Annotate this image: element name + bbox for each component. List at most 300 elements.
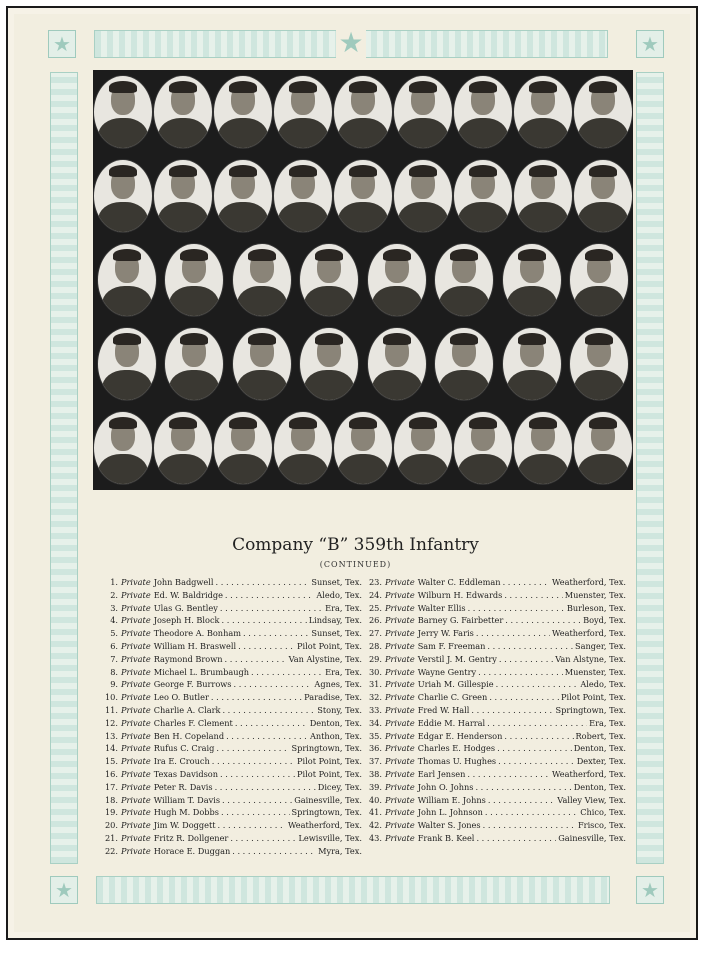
roster-name: Ira E. Crouch [153, 756, 210, 767]
roster-rank: Private [385, 602, 415, 613]
soldier-portrait [214, 412, 272, 484]
roster-entry [360, 768, 626, 781]
soldier-portrait [334, 412, 392, 484]
roster-name: Sam F. Freeman [417, 640, 486, 651]
roster-num: 28. [368, 640, 382, 651]
portrait-row [93, 322, 633, 406]
roster-rank: Private [121, 832, 151, 843]
leader-dots [218, 819, 286, 832]
roster-entry [96, 819, 362, 832]
soldier-portrait [154, 412, 212, 484]
roster-name: Peter R. Davis [153, 781, 213, 792]
roster-entry [96, 845, 362, 858]
leader-dots [498, 755, 575, 768]
roster-place: Burleson, Tex. [566, 602, 626, 613]
roster-name: Leo O. Butler [153, 692, 209, 703]
roster-place: Sanger, Tex. [575, 640, 626, 651]
roster-rank: Private [385, 768, 415, 779]
bottom-ornament-band [96, 876, 610, 904]
roster-rank: Private [385, 717, 415, 728]
roster-place: Robert, Tex. [575, 730, 626, 741]
leader-dots [225, 589, 314, 602]
roster-rank: Private [385, 743, 415, 754]
corner-star-icon-bottom-right: ★ [636, 876, 664, 904]
leader-dots [215, 781, 316, 794]
soldier-portrait [214, 160, 272, 232]
roster-rank: Private [385, 756, 415, 767]
roster-entry [360, 806, 626, 819]
roster-place: Lewisville, Tex. [298, 832, 362, 843]
soldier-portrait [454, 76, 512, 148]
roster-rank: Private [385, 577, 415, 587]
roster-entry [360, 576, 626, 589]
leader-dots [251, 666, 323, 679]
roster-name: Charles F. Clement [153, 717, 233, 728]
roster-place: Valley View, Tex. [557, 794, 626, 805]
roster-entry [96, 653, 362, 666]
leader-dots [216, 576, 310, 589]
portrait-row [93, 406, 633, 490]
roster-num: 26. [368, 615, 382, 626]
roster-num: 18. [104, 794, 118, 805]
roster-place: Weatherford, Tex. [551, 628, 626, 639]
soldier-portrait [514, 160, 572, 232]
corner-star-icon-top-right: ★ [636, 30, 664, 58]
roster-entry [96, 666, 362, 679]
roster-name: Walter C. Eddleman [417, 577, 501, 587]
roster-name: Raymond Brown [153, 653, 223, 664]
roster-name: John Badgwell [153, 577, 214, 587]
roster-num: 10. [104, 692, 118, 703]
roster-place: Myra, Tex. [318, 845, 362, 856]
roster-entry [360, 678, 626, 691]
roster-entry [96, 717, 362, 730]
soldier-portrait [334, 160, 392, 232]
roster-entry [96, 614, 362, 627]
leader-dots [476, 627, 550, 640]
roster-rank: Private [121, 756, 151, 767]
roster-place: Van Alstyne, Tex. [555, 653, 626, 664]
page-title: Company “B” 359th Infantry [232, 535, 479, 555]
roster-rank: Private [121, 666, 151, 677]
roster-place: Springtown, Tex. [555, 704, 626, 715]
roster-name: John L. Johnson [417, 807, 483, 818]
roster-place: Pilot Point, Tex. [297, 640, 362, 651]
roster-name: Michael L. Brumbaugh [153, 666, 250, 677]
leader-dots [476, 832, 556, 845]
roster-name: Theodore A. Bonham [153, 628, 241, 639]
soldier-portrait [503, 328, 561, 400]
roster-rank: Private [385, 794, 415, 805]
roster-name: George F. Burrows [153, 679, 232, 690]
roster-place: Weatherford, Tex. [551, 768, 626, 779]
roster-num: 9. [110, 679, 118, 690]
roster-place: Gainesville, Tex. [294, 794, 362, 805]
roster-name: Walter S. Jones [417, 820, 481, 831]
roster-name: Earl Jensen [417, 768, 466, 779]
soldier-portrait [154, 160, 212, 232]
leader-dots [489, 691, 559, 704]
roster-place: Agnes, Tex. [314, 679, 362, 690]
corner-star-icon-bottom-left: ★ [50, 876, 78, 904]
roster-num: 32. [368, 692, 382, 703]
roster-rank: Private [385, 640, 415, 651]
roster-rank: Private [385, 589, 415, 600]
soldier-portrait [300, 244, 358, 316]
roster-num: 20. [104, 820, 118, 831]
roster-rank: Private [385, 832, 415, 843]
soldier-portrait [514, 76, 572, 148]
leader-dots [468, 602, 565, 615]
soldier-portrait [394, 412, 452, 484]
leader-dots [243, 627, 309, 640]
roster-rank: Private [121, 845, 151, 856]
roster-rank: Private [121, 704, 151, 715]
roster-entry [360, 704, 626, 717]
roster-num: 29. [368, 653, 382, 664]
roster-name: Wayne Gentry [417, 666, 477, 677]
leader-dots [222, 794, 292, 807]
roster-num: 15. [104, 756, 118, 767]
roster-entry [96, 576, 362, 589]
roster-entry [96, 627, 362, 640]
soldier-portrait [274, 412, 332, 484]
roster-place: Boyd, Tex. [583, 615, 626, 626]
roster-num: 17. [104, 781, 118, 792]
leader-dots [485, 806, 578, 819]
roster-num: 36. [368, 743, 382, 754]
leader-dots [499, 653, 553, 666]
roster-place: Era, Tex. [589, 717, 626, 728]
roster-rank: Private [385, 692, 415, 703]
roster-name: Wilburn H. Edwards [417, 589, 503, 600]
roster-column-right [360, 576, 626, 845]
leader-dots [471, 704, 553, 717]
leader-dots [232, 845, 316, 858]
soldier-portrait [334, 76, 392, 148]
roster-num: 19. [104, 807, 118, 818]
leader-dots [220, 602, 323, 615]
soldier-portrait [394, 160, 452, 232]
roster-name: Ben H. Copeland [153, 730, 225, 741]
soldier-portrait [368, 244, 426, 316]
roster-entry [360, 781, 626, 794]
center-star-icon: ★ [336, 28, 366, 58]
soldier-portrait [94, 160, 152, 232]
roster-num: 25. [368, 602, 382, 613]
roster-num: 43. [368, 832, 382, 843]
soldier-portrait [94, 412, 152, 484]
leader-dots [226, 730, 308, 743]
portrait-row [93, 238, 633, 322]
soldier-portrait [394, 76, 452, 148]
roster-rank: Private [121, 679, 151, 690]
roster-entry [96, 832, 362, 845]
roster-rank: Private [121, 794, 151, 805]
roster-num: 35. [368, 730, 382, 741]
roster-rank: Private [385, 781, 415, 792]
leader-dots [216, 742, 289, 755]
roster-num: 38. [368, 768, 382, 779]
soldier-portrait [454, 160, 512, 232]
roster-entry [96, 781, 362, 794]
roster-num: 33. [368, 704, 382, 715]
roster-entry [96, 602, 362, 615]
soldier-portrait [233, 328, 291, 400]
leader-dots [488, 794, 555, 807]
roster-rank: Private [121, 692, 151, 703]
soldier-portrait [514, 412, 572, 484]
soldier-portrait [574, 160, 632, 232]
roster-num: 21. [104, 832, 118, 843]
roster-rank: Private [121, 653, 151, 664]
roster-place: Sunset, Tex. [311, 577, 362, 587]
soldier-portrait [214, 76, 272, 148]
roster-rank: Private [121, 730, 151, 741]
roster-num: 40. [368, 794, 382, 805]
roster-name: Joseph H. Block [153, 615, 220, 626]
left-ornament-band [50, 72, 78, 864]
soldier-portrait [570, 244, 628, 316]
roster-rank: Private [121, 640, 151, 651]
roster-rank: Private [121, 768, 151, 779]
leader-dots [497, 742, 572, 755]
soldier-portrait [454, 412, 512, 484]
roster-name: Frank B. Keel [417, 832, 475, 843]
roster-entry [96, 768, 362, 781]
roster-rank: Private [385, 820, 415, 831]
roster-rank: Private [121, 717, 151, 728]
roster-entry [360, 730, 626, 743]
roster-entry [360, 627, 626, 640]
roster-rank: Private [121, 602, 151, 613]
leader-dots [230, 832, 296, 845]
leader-dots [483, 819, 576, 832]
roster-place: Anthon, Tex. [309, 730, 362, 741]
leader-dots [222, 704, 315, 717]
roster-entry [96, 691, 362, 704]
roster-column-left [96, 576, 362, 858]
soldier-portrait [274, 76, 332, 148]
leader-dots [235, 717, 308, 730]
roster-num: 8. [110, 666, 118, 677]
roster-rank: Private [385, 730, 415, 741]
right-ornament-band [636, 72, 664, 864]
leader-dots [503, 576, 550, 589]
soldier-portrait [94, 76, 152, 148]
roster-name: Uriah M. Gillespie [417, 679, 494, 690]
roster-name: Charles E. Hodges [417, 743, 496, 754]
roster-place: Weatherford, Tex. [287, 820, 362, 831]
roster-rank: Private [121, 820, 151, 831]
roster-place: Era, Tex. [325, 666, 362, 677]
soldier-portrait [570, 328, 628, 400]
roster-entry [360, 755, 626, 768]
group-portrait-photo [93, 70, 633, 490]
leader-dots [212, 755, 295, 768]
roster-place: Stony, Tex. [317, 704, 362, 715]
roster-place: Aledo, Tex. [580, 679, 626, 690]
roster-rank: Private [385, 615, 415, 626]
roster-entry [96, 794, 362, 807]
roster-place: Dexter, Tex. [576, 756, 626, 767]
roster-name: Edgar E. Henderson [417, 730, 503, 741]
roster-place: Muenster, Tex. [564, 666, 626, 677]
leader-dots [475, 781, 571, 794]
roster-rank: Private [121, 743, 151, 754]
leader-dots [225, 653, 287, 666]
roster-entry [96, 640, 362, 653]
leader-dots [238, 640, 295, 653]
roster-place: Weatherford, Tex. [551, 577, 626, 587]
roster-name: Walter Ellis [417, 602, 466, 613]
roster-num: 6. [110, 640, 118, 651]
soldier-portrait [274, 160, 332, 232]
roster-num: 39. [368, 781, 382, 792]
leader-dots [505, 614, 581, 627]
roster-place: Paradise, Tex. [304, 692, 362, 703]
roster-place: Pilot Point, Tex. [297, 768, 362, 779]
soldier-portrait [435, 244, 493, 316]
roster-num: 22. [104, 845, 118, 856]
roster-place: Gainesville, Tex. [558, 832, 626, 843]
roster-name: Verstil J. M. Gentry [417, 653, 497, 664]
roster-place: Denton, Tex. [573, 781, 626, 792]
roster-name: Barney G. Fairbetter [417, 615, 504, 626]
roster-entry [96, 730, 362, 743]
roster-name: William H. Braswell [153, 640, 237, 651]
roster-entry [96, 704, 362, 717]
roster-entry [360, 640, 626, 653]
leader-dots [220, 768, 295, 781]
leader-dots [211, 691, 302, 704]
soldier-portrait [435, 328, 493, 400]
roster-name: William T. Davis [153, 794, 221, 805]
roster-place: Denton, Tex. [309, 717, 362, 728]
roster-place: Springtown, Tex. [291, 743, 362, 754]
roster-num: 7. [110, 653, 118, 664]
roster-entry [360, 832, 626, 845]
roster-name: Fritz R. Dollgener [153, 832, 229, 843]
roster-rank: Private [121, 807, 151, 818]
roster-entry [360, 819, 626, 832]
roster-num: 30. [368, 666, 382, 677]
roster-entry [96, 589, 362, 602]
roster-num: 2. [110, 589, 118, 600]
roster-place: Era, Tex. [325, 602, 362, 613]
roster-rank: Private [385, 628, 415, 639]
soldier-portrait [165, 328, 223, 400]
roster-entry [360, 691, 626, 704]
leader-dots [221, 806, 290, 819]
roster-num: 37. [368, 756, 382, 767]
soldier-portrait [574, 76, 632, 148]
roster-name: Ulas G. Bentley [153, 602, 218, 613]
leader-dots [478, 666, 563, 679]
roster-name: Charlie A. Clark [153, 704, 221, 715]
leader-dots [233, 678, 312, 691]
roster-num: 12. [104, 717, 118, 728]
roster-rank: Private [385, 653, 415, 664]
roster-num: 3. [110, 602, 118, 613]
soldier-portrait [233, 244, 291, 316]
roster-name: Ed. W. Baldridge [153, 589, 223, 600]
roster-num: 11. [104, 704, 118, 715]
roster-num: 13. [104, 730, 118, 741]
roster-rank: Private [121, 589, 151, 600]
roster-place: Pilot Point, Tex. [561, 692, 626, 703]
roster-entry [360, 794, 626, 807]
roster-rank: Private [385, 807, 415, 818]
corner-star-icon-top-left: ★ [48, 30, 76, 58]
roster-rank: Private [385, 704, 415, 715]
roster-name: Eddie M. Harral [417, 717, 486, 728]
roster-num: 14. [104, 743, 118, 754]
roster-name: Rufus C. Craig [153, 743, 215, 754]
roster-entry [96, 678, 362, 691]
roster-rank: Private [121, 781, 151, 792]
roster-place: Denton, Tex. [573, 743, 626, 754]
leader-dots [504, 730, 573, 743]
soldier-portrait [98, 244, 156, 316]
roster-place: Aledo, Tex. [316, 589, 362, 600]
roster-num: 34. [368, 717, 382, 728]
leader-dots [467, 768, 550, 781]
roster-entry [360, 602, 626, 615]
roster-place: Lindsay, Tex. [308, 615, 362, 626]
roster-name: Thomas U. Hughes [417, 756, 497, 767]
roster-entry [96, 755, 362, 768]
roster-rank: Private [385, 666, 415, 677]
roster-name: Hugh M. Dobbs [153, 807, 219, 818]
roster-place: Frisco, Tex. [577, 820, 626, 831]
roster-name: Jerry W. Faris [417, 628, 474, 639]
roster-name: Charlie C. Green [417, 692, 488, 703]
soldier-portrait [368, 328, 426, 400]
roster-name: John O. Johns [417, 781, 474, 792]
roster-entry [360, 653, 626, 666]
roster-name: Texas Davidson [153, 768, 218, 779]
portrait-row [93, 154, 633, 238]
roster-place: Muenster, Tex. [564, 589, 626, 600]
roster-place: Chico, Tex. [580, 807, 626, 818]
roster-rank: Private [121, 628, 151, 639]
soldier-portrait [503, 244, 561, 316]
roster-entry [360, 614, 626, 627]
roster-num: 41. [368, 807, 382, 818]
roster-num: 4. [110, 615, 118, 626]
roster-name: Horace E. Duggan [153, 845, 231, 856]
roster-name: Jim W. Doggett [153, 820, 216, 831]
page-subtitle: (CONTINUED) [319, 560, 392, 569]
roster-num: 5. [110, 628, 118, 639]
roster-num: 42. [368, 820, 382, 831]
roster-place: Sunset, Tex. [311, 628, 362, 639]
roster-num: 24. [368, 589, 382, 600]
soldier-portrait [98, 328, 156, 400]
roster-rank: Private [121, 577, 151, 587]
roster-rank: Private [385, 679, 415, 690]
roster-place: Van Alystine, Tex. [288, 653, 362, 664]
leader-dots [496, 678, 579, 691]
roster-num: 23. [368, 577, 382, 587]
leader-dots [487, 640, 573, 653]
roster-entry [96, 742, 362, 755]
roster-place: Dicey, Tex. [317, 781, 362, 792]
soldier-portrait [300, 328, 358, 400]
roster-entry [360, 589, 626, 602]
soldier-portrait [154, 76, 212, 148]
